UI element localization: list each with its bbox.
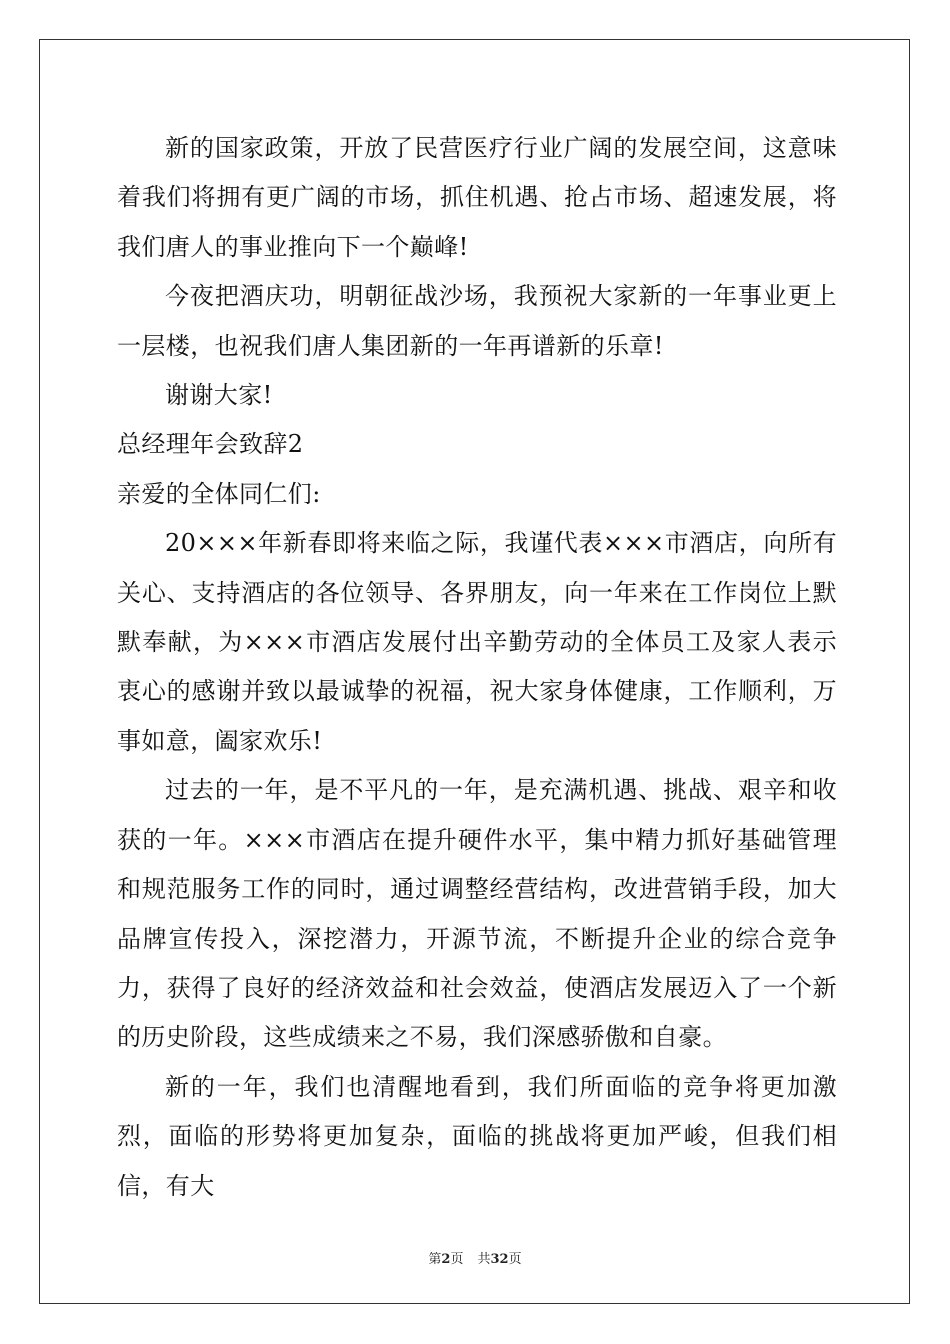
paragraph: 谢谢大家!	[165, 381, 273, 410]
paragraph: 今夜把酒庆功，明朝征战沙场，我预祝大家新的一年事业更上一层楼，也祝我们唐人集团新的一年再谱新的乐章!	[117, 282, 837, 360]
total-pages: 32	[490, 1252, 509, 1267]
page-prefix: 第	[428, 1252, 442, 1267]
section-heading: 总经理年会致辞2	[117, 430, 304, 459]
salutation: 亲爱的全体同仁们:	[117, 479, 321, 508]
document-body	[117, 124, 837, 1211]
paragraph: 新的一年，我们也清醒地看到，我们所面临的竞争将更加激烈，面临的形势将更加复杂，面临的挑战将更加严峻，但我们相信，有大	[117, 1072, 837, 1200]
page-unit: 页	[450, 1252, 464, 1267]
total-unit: 页	[508, 1252, 522, 1267]
paragraph: 20×××年新春即将来临之际，我谨代表×××市酒店，向所有关心、支持酒店的各位领导、各界朋友，向一年来在工作岗位上默默奉献，为×××市酒店发展付出辛勤劳动的全体员工及家人表示衷心的感谢并致以最诚挚的祝福，祝大家身体健康，工作顺利，万事如意，阖家欢乐!	[117, 529, 837, 755]
page-footer	[0, 1248, 950, 1267]
page-number: 2	[441, 1252, 451, 1267]
paragraph: 过去的一年，是不平凡的一年，是充满机遇、挑战、艰辛和收获的一年。×××市酒店在提升硬件水平，集中精力抓好基础管理和规范服务工作的同时，通过调整经营结构，改进营销手段，加大品牌宣传投入，深挖潜力，开源节流，不断提升企业的综合竞争力，获得了良好的经济效益和社会效益，使酒店发展迈入了一个新的历史阶段，这些成绩来之不易，我们深感骄傲和自豪。	[117, 776, 837, 1052]
total-prefix: 共	[477, 1252, 491, 1267]
paragraph: 新的国家政策，开放了民营医疗行业广阔的发展空间，这意味着我们将拥有更广阔的市场，抓住机遇、抢占市场、超速发展，将我们唐人的事业推向下一个巅峰!	[117, 134, 837, 261]
